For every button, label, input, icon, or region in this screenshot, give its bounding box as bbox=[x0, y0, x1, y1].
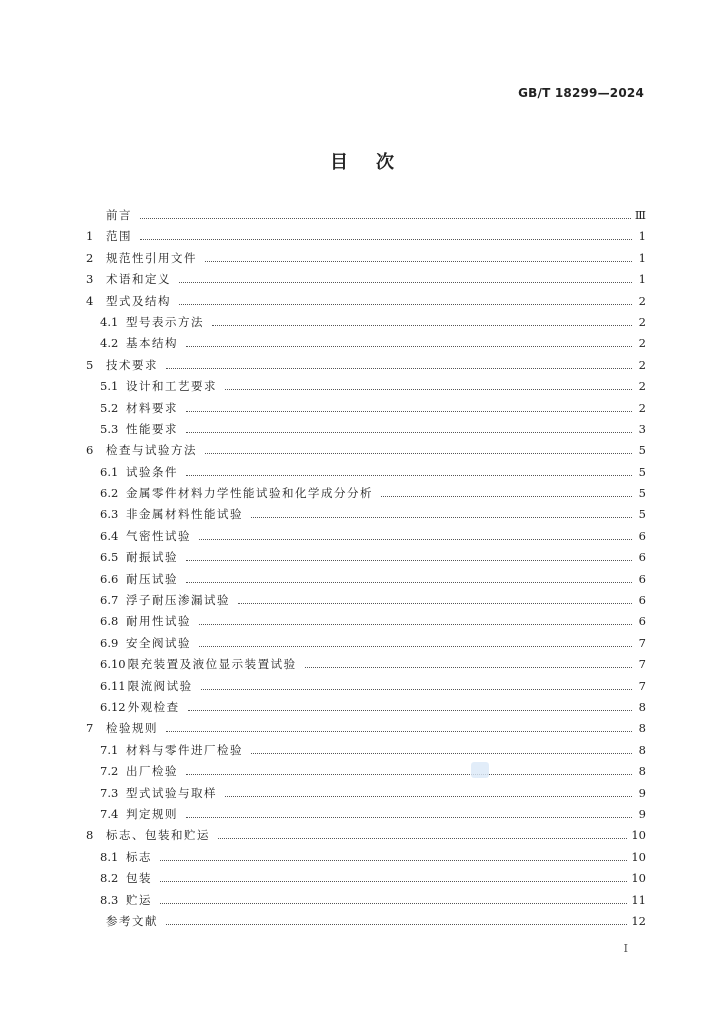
toc-entry-title: 耐用性试验 bbox=[126, 614, 191, 629]
toc-entry-page: 6 bbox=[638, 550, 646, 565]
toc-entry-number: 7.1 bbox=[100, 742, 119, 757]
toc-dot-leader bbox=[186, 410, 632, 412]
toc-entry-page: 9 bbox=[638, 785, 646, 800]
toc-entry[interactable] bbox=[86, 398, 646, 419]
toc-entry-number: 6.12 bbox=[100, 699, 126, 714]
toc-dot-leader bbox=[251, 516, 632, 518]
toc-entry-title: 判定规则 bbox=[126, 806, 178, 821]
toc-dot-leader bbox=[205, 452, 632, 454]
toc-entry-number: 7.4 bbox=[100, 806, 119, 821]
toc-entry[interactable] bbox=[86, 676, 646, 697]
toc-entry-number: 7.3 bbox=[100, 785, 119, 800]
toc-entry[interactable] bbox=[86, 911, 646, 932]
toc-dot-leader bbox=[166, 730, 632, 732]
toc-entry-page: 5 bbox=[638, 486, 646, 501]
toc-dot-leader bbox=[218, 837, 627, 839]
toc-entry-title: 术语和定义 bbox=[106, 272, 171, 287]
toc-entry-page: Ⅲ bbox=[634, 208, 646, 222]
page-number: I bbox=[623, 942, 628, 955]
toc-entry[interactable] bbox=[86, 248, 646, 269]
toc-entry-title: 耐振试验 bbox=[126, 550, 178, 565]
toc-entry-page: 2 bbox=[638, 293, 646, 308]
toc-entry[interactable] bbox=[86, 654, 646, 675]
toc-entry[interactable] bbox=[86, 504, 646, 525]
toc-entry-number: 8 bbox=[86, 828, 94, 843]
toc-entry-title: 耐压试验 bbox=[126, 571, 178, 586]
toc-entry[interactable] bbox=[86, 376, 646, 397]
toc-entry-number: 6.10 bbox=[100, 657, 126, 672]
toc-entry-number: 2 bbox=[86, 250, 94, 265]
toc-entry-page: 7 bbox=[638, 657, 646, 672]
toc-entry-number: 7.2 bbox=[100, 764, 119, 779]
toc-dot-leader bbox=[212, 324, 632, 326]
toc-dot-leader bbox=[305, 666, 632, 668]
toc-entry[interactable] bbox=[86, 483, 646, 504]
toc-entry-title: 气密性试验 bbox=[126, 528, 191, 543]
toc-entry-page: 2 bbox=[638, 379, 646, 394]
toc-entry-number: 6 bbox=[86, 443, 94, 458]
toc-entry[interactable] bbox=[86, 633, 646, 654]
toc-entry-title: 参考文献 bbox=[106, 913, 158, 928]
toc-entry-title: 设计和工艺要求 bbox=[126, 379, 217, 394]
toc-entry-title: 技术要求 bbox=[106, 357, 158, 372]
toc-entry-title: 基本结构 bbox=[126, 336, 178, 351]
watermark-logo bbox=[471, 762, 489, 778]
toc-entry-page: 3 bbox=[638, 421, 646, 436]
toc-entry[interactable] bbox=[86, 205, 646, 226]
toc-entry-number: 5 bbox=[86, 357, 94, 372]
toc-dot-leader bbox=[186, 345, 632, 347]
toc-entry[interactable] bbox=[86, 611, 646, 632]
toc-entry-page: 2 bbox=[638, 357, 646, 372]
toc-dot-leader bbox=[186, 431, 632, 433]
toc-entry-title: 贮运 bbox=[126, 892, 152, 907]
toc-entry[interactable] bbox=[86, 761, 646, 782]
toc-dot-leader bbox=[381, 495, 632, 497]
toc-entry-title: 检查与试验方法 bbox=[106, 443, 197, 458]
toc-entry[interactable] bbox=[86, 547, 646, 568]
toc-entry-page: 8 bbox=[638, 764, 646, 779]
toc-entry-number: 5.1 bbox=[100, 379, 119, 394]
toc-entry[interactable] bbox=[86, 740, 646, 761]
toc-entry-number: 3 bbox=[86, 272, 94, 287]
table-of-contents bbox=[86, 205, 646, 932]
toc-dot-leader bbox=[186, 816, 632, 818]
toc-dot-leader bbox=[201, 688, 632, 690]
toc-dot-leader bbox=[160, 859, 627, 861]
toc-entry-number: 4.1 bbox=[100, 314, 119, 329]
toc-dot-leader bbox=[186, 773, 632, 775]
toc-entry-number: 6.6 bbox=[100, 571, 119, 586]
toc-dot-leader bbox=[186, 581, 632, 583]
toc-entry-number: 8.1 bbox=[100, 849, 119, 864]
toc-entry-title: 外观检查 bbox=[127, 699, 180, 714]
toc-entry-number: 8.2 bbox=[100, 871, 119, 886]
toc-entry-number: 6.8 bbox=[100, 614, 119, 629]
toc-entry-page: 1 bbox=[638, 272, 646, 287]
toc-entry-number: 7 bbox=[86, 721, 94, 736]
toc-entry-title: 出厂检验 bbox=[126, 764, 178, 779]
toc-entry-page: 7 bbox=[638, 678, 646, 693]
toc-entry-page: 6 bbox=[638, 528, 646, 543]
toc-entry[interactable] bbox=[86, 890, 646, 911]
toc-entry-page: 9 bbox=[638, 806, 646, 821]
toc-dot-leader bbox=[166, 367, 632, 369]
toc-entry-number: 4.2 bbox=[100, 336, 119, 351]
toc-dot-leader bbox=[179, 281, 632, 283]
toc-dot-leader bbox=[140, 238, 632, 240]
toc-entry[interactable] bbox=[86, 440, 646, 461]
toc-entry[interactable] bbox=[86, 783, 646, 804]
toc-entry-title: 限流阀试验 bbox=[127, 678, 193, 693]
toc-entry-title: 金属零件材料力学性能试验和化学成分分析 bbox=[126, 486, 373, 501]
toc-dot-leader bbox=[205, 260, 632, 262]
standard-code: GB/T 18299—2024 bbox=[518, 86, 644, 100]
toc-entry[interactable] bbox=[86, 226, 646, 247]
toc-entry-page: 6 bbox=[638, 571, 646, 586]
toc-entry-title: 规范性引用文件 bbox=[106, 250, 197, 265]
toc-entry-number: 1 bbox=[86, 229, 94, 244]
toc-entry-title: 型式试验与取样 bbox=[126, 785, 217, 800]
toc-dot-leader bbox=[199, 645, 632, 647]
toc-entry-title: 材料要求 bbox=[126, 400, 178, 415]
toc-entry-number: 4 bbox=[86, 293, 94, 308]
toc-dot-leader bbox=[160, 880, 627, 882]
toc-entry-page: 1 bbox=[638, 229, 646, 244]
toc-entry-page: 6 bbox=[638, 593, 646, 608]
toc-dot-leader bbox=[140, 217, 631, 219]
page-title: 目次 bbox=[330, 152, 422, 173]
toc-entry-page: 10 bbox=[631, 871, 646, 886]
toc-entry-number: 5.2 bbox=[100, 400, 119, 415]
toc-entry-title: 型式及结构 bbox=[106, 293, 171, 308]
toc-entry-number: 6.7 bbox=[100, 593, 119, 608]
toc-entry[interactable] bbox=[86, 462, 646, 483]
toc-entry-page: 11 bbox=[631, 892, 646, 907]
toc-entry[interactable] bbox=[86, 569, 646, 590]
toc-dot-leader bbox=[186, 474, 632, 476]
toc-dot-leader bbox=[188, 709, 632, 711]
toc-dot-leader bbox=[166, 923, 627, 925]
toc-entry-page: 5 bbox=[638, 464, 646, 479]
toc-entry-page: 12 bbox=[631, 913, 646, 928]
toc-dot-leader bbox=[199, 623, 632, 625]
toc-entry-number: 6.3 bbox=[100, 507, 119, 522]
toc-entry-number: 6.9 bbox=[100, 635, 119, 650]
toc-entry-title: 范围 bbox=[106, 229, 132, 244]
toc-entry[interactable] bbox=[86, 526, 646, 547]
toc-dot-leader bbox=[179, 303, 632, 305]
toc-entry-page: 5 bbox=[638, 443, 646, 458]
toc-entry-title: 非金属材料性能试验 bbox=[126, 507, 243, 522]
toc-dot-leader bbox=[238, 602, 632, 604]
toc-entry-page: 6 bbox=[638, 614, 646, 629]
toc-entry-number: 6.11 bbox=[100, 678, 126, 693]
toc-dot-leader bbox=[225, 388, 632, 390]
toc-entry[interactable] bbox=[86, 590, 646, 611]
toc-entry-number: 5.3 bbox=[100, 421, 119, 436]
toc-entry[interactable] bbox=[86, 825, 646, 846]
toc-entry-number: 6.1 bbox=[100, 464, 119, 479]
toc-entry[interactable] bbox=[86, 333, 646, 354]
toc-entry-title: 限充装置及液位显示装置试验 bbox=[127, 657, 297, 672]
toc-entry-title: 材料与零件进厂检验 bbox=[126, 742, 243, 757]
toc-entry-page: 2 bbox=[638, 400, 646, 415]
toc-entry[interactable] bbox=[86, 419, 646, 440]
toc-entry[interactable] bbox=[86, 718, 646, 739]
toc-entry[interactable] bbox=[86, 269, 646, 290]
toc-entry-number: 6.4 bbox=[100, 528, 119, 543]
toc-dot-leader bbox=[186, 559, 632, 561]
toc-entry[interactable] bbox=[86, 291, 646, 312]
toc-entry-title: 标志 bbox=[126, 849, 152, 864]
toc-entry-page: 8 bbox=[638, 699, 646, 714]
toc-dot-leader bbox=[160, 902, 627, 904]
toc-entry-page: 5 bbox=[638, 507, 646, 522]
toc-dot-leader bbox=[199, 538, 632, 540]
toc-entry[interactable] bbox=[86, 804, 646, 825]
toc-dot-leader bbox=[251, 752, 632, 754]
toc-entry-page: 2 bbox=[638, 336, 646, 351]
toc-entry-number: 8.3 bbox=[100, 892, 119, 907]
toc-entry-title: 标志、包装和贮运 bbox=[106, 828, 210, 843]
toc-entry-title: 试验条件 bbox=[126, 464, 178, 479]
toc-dot-leader bbox=[225, 795, 632, 797]
toc-entry-page: 8 bbox=[638, 721, 646, 736]
toc-entry-page: 7 bbox=[638, 635, 646, 650]
toc-entry[interactable] bbox=[86, 312, 646, 333]
toc-entry-title: 安全阀试验 bbox=[126, 635, 191, 650]
toc-entry-page: 10 bbox=[631, 828, 646, 843]
toc-entry[interactable] bbox=[86, 355, 646, 376]
toc-entry-title: 型号表示方法 bbox=[126, 314, 204, 329]
toc-entry-title: 浮子耐压渗漏试验 bbox=[126, 593, 230, 608]
toc-entry-page: 8 bbox=[638, 742, 646, 757]
toc-entry[interactable] bbox=[86, 847, 646, 868]
toc-entry-number: 6.5 bbox=[100, 550, 119, 565]
toc-entry-title: 检验规则 bbox=[106, 721, 158, 736]
toc-entry-page: 2 bbox=[638, 314, 646, 329]
toc-entry-number: 6.2 bbox=[100, 486, 119, 501]
toc-entry-title: 性能要求 bbox=[126, 421, 178, 436]
toc-entry-title: 包装 bbox=[126, 871, 152, 886]
toc-entry-title: 前言 bbox=[106, 208, 132, 222]
toc-entry[interactable] bbox=[86, 697, 646, 718]
toc-entry-page: 10 bbox=[631, 849, 646, 864]
toc-entry[interactable] bbox=[86, 868, 646, 889]
toc-entry-page: 1 bbox=[638, 250, 646, 265]
